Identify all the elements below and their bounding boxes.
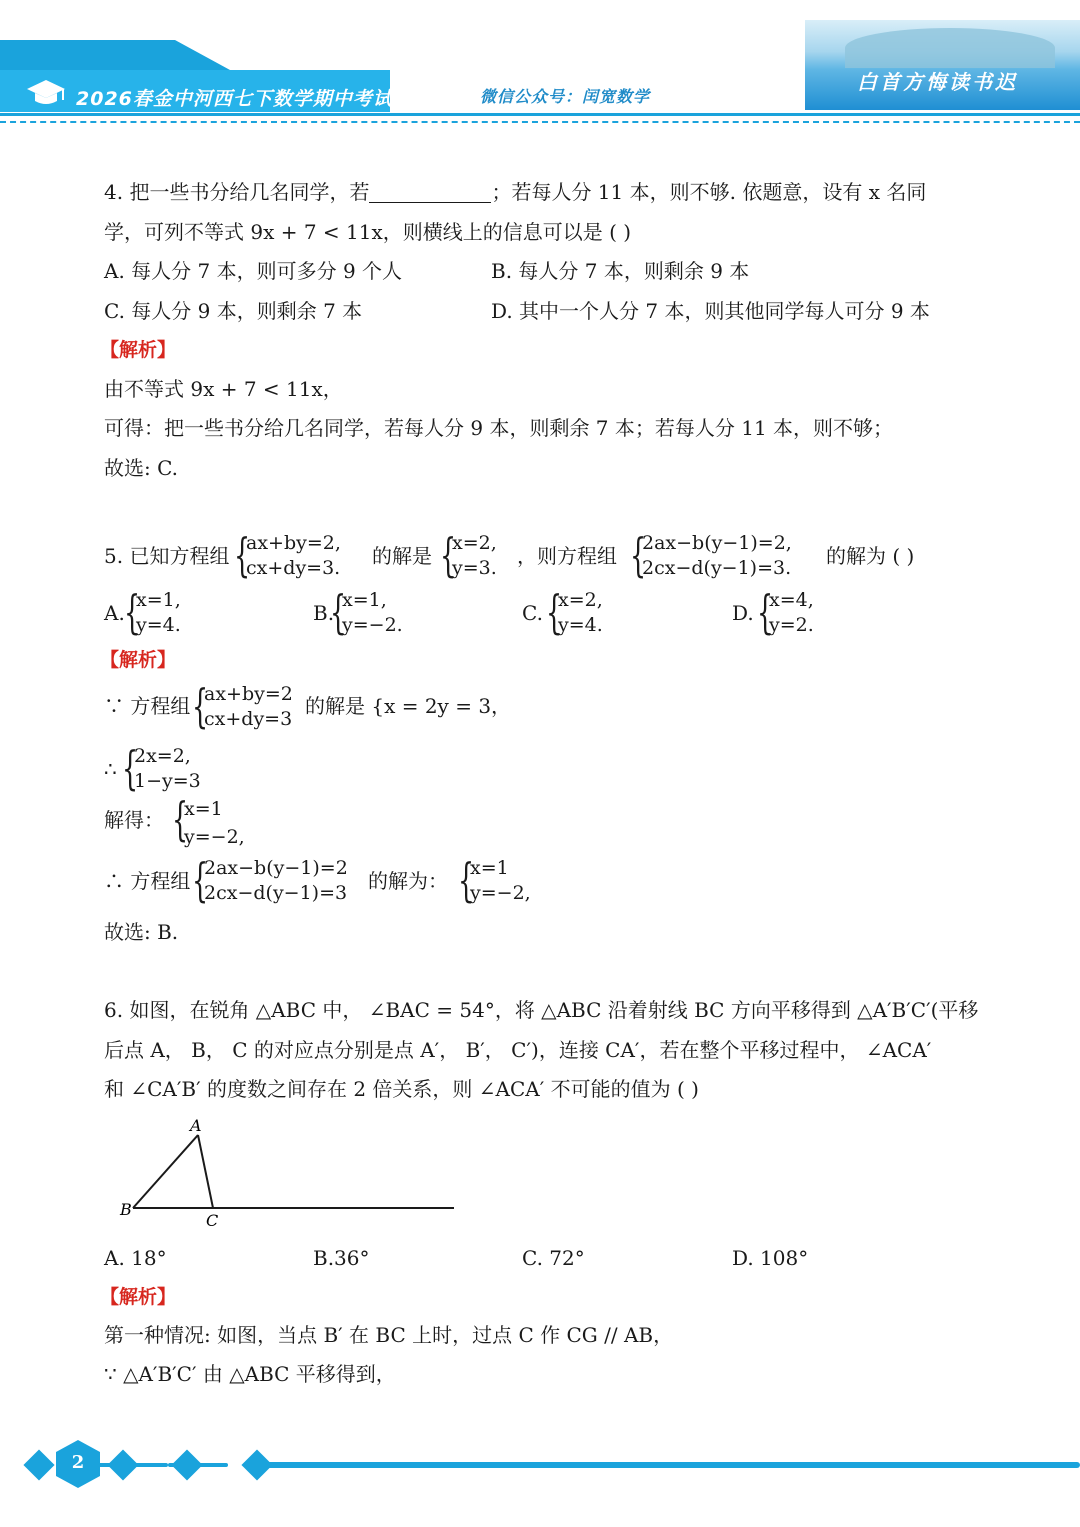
q5-s1-brace: { [192, 679, 209, 733]
q5-s4-mid: 的解为： [368, 869, 448, 893]
q5-option-b [342, 588, 403, 638]
sys-row: 2ax−b(y−1)=2, [642, 532, 792, 554]
q5-s2-system [134, 744, 201, 794]
sys-row: x=2, [558, 589, 603, 611]
q5-s2-pre: ∴ [104, 757, 117, 781]
q6-option-b: B.36° [313, 1246, 370, 1270]
q6-option-d: D. 108° [732, 1246, 809, 1270]
q6-analysis-label: 【解析】 [100, 1286, 177, 1308]
q4-blank [369, 182, 491, 203]
sys-row: x=1 [184, 798, 223, 820]
q4-option-a: A. 每人分 7 本，则可多分 9 个人 [104, 259, 403, 283]
sys-row: y=−2, [470, 882, 531, 904]
sys-row: y=−2. [342, 614, 403, 636]
sys-row: x=4, [769, 589, 814, 611]
q5-s4-brace: { [192, 853, 209, 907]
q4-option-c: C. 每人分 9 本，则剩余 7 本 [104, 299, 363, 323]
q6-stem-line2: 后点 A， B， C 的对应点分别是点 A′， B′， C′)，连接 CA′，若在整个平移过程中， ∠ACA′ [104, 1038, 932, 1062]
q5-opt-a-label: A. [104, 601, 125, 625]
label-b: B [120, 1200, 132, 1219]
q5-option-a [136, 588, 181, 638]
footer-diamond [23, 1449, 54, 1480]
q4-option-b: B. 每人分 7 本，则剩余 9 本 [491, 259, 750, 283]
q5-sys3-brace: { [630, 528, 647, 582]
sys-row: ax+by=2, [246, 532, 341, 554]
q5-opt-d-label: D. [732, 601, 754, 625]
triangle-figure [110, 1112, 470, 1234]
sys-row: y=3. [452, 557, 497, 579]
q5-stem-a: 5. 已知方程组 [104, 544, 230, 568]
q6-solution-2: ∵ △A′B′C′ 由 △ABC 平移得到， [104, 1362, 396, 1386]
q5-opt-d-brace: { [757, 585, 774, 639]
q5-s3-system [184, 795, 245, 851]
sys-row: 2ax−b(y−1)=2 [204, 857, 348, 879]
sys-row: x=2, [452, 532, 497, 554]
q6-option-c: C. 72° [522, 1246, 585, 1270]
q5-s4-pre: ∴ 方程组 [104, 869, 191, 893]
q5-system-1 [246, 531, 341, 581]
q5-opt-b-label: B. [313, 601, 335, 625]
q5-stem-c: ，则方程组 [517, 544, 617, 568]
q5-opt-a-brace: { [124, 585, 141, 639]
sys-row: 2cx−d(y−1)=3 [204, 882, 348, 904]
q5-option-c [558, 588, 603, 638]
sys-row: cx+dy=3. [246, 557, 341, 579]
q5-opt-c-brace: { [546, 585, 563, 639]
q5-s4-system [204, 856, 348, 906]
header-rule [0, 113, 1080, 116]
graduation-cap-icon [26, 78, 66, 108]
q5-sys1-brace: { [234, 528, 251, 582]
q5-opt-b-brace: { [330, 585, 347, 639]
q4-stem-part1: 4. 把一些书分给几名同学，若 [104, 180, 370, 204]
wechat-account: 微信公众号：闰宽数学 [480, 87, 651, 106]
q5-opt-c-label: C. [522, 601, 543, 625]
sys-row: y=4. [558, 614, 603, 636]
footer-rule [262, 1462, 1080, 1468]
q5-stem-d: 的解为 ( ) [826, 544, 915, 568]
sys-row: ax+by=2 [204, 683, 293, 705]
sys-row: y=4. [136, 614, 181, 636]
landscape-banner [805, 20, 1080, 110]
q5-s1-system [204, 682, 293, 732]
q4-stem-line2: 学，可列不等式 9x + 7 < 11x，则横线上的信息可以是 ( ) [104, 220, 632, 244]
slogan: 白首方悔读书迟 [857, 70, 1018, 94]
q4-solution-1: 由不等式 9x + 7 < 11x， [104, 377, 343, 401]
q5-s3-brace: { [172, 792, 189, 846]
q5-stem-b: 的解是 [372, 544, 432, 568]
side-ab [133, 1135, 198, 1208]
header-dashed-rule [0, 121, 1080, 123]
q6-stem-line1: 6. 如图，在锐角 △ABC 中， ∠BAC = 54°，将 △ABC 沿着射线 BC 方向平移得到 △A′B′C′(平移 [104, 998, 979, 1022]
sys-row: x=1, [136, 589, 181, 611]
sys-row: x=1 [470, 857, 509, 879]
sys-row: y=−2, [184, 826, 245, 848]
q5-solution-end: 故选: B. [104, 920, 179, 944]
q6-option-a: A. 18° [104, 1246, 167, 1270]
q4-stem-part2: ；若每人分 11 本，则不够. 依题意，设有 x 名同 [491, 180, 927, 204]
q6-stem-line3: 和 ∠CA′B′ 的度数之间存在 2 倍关系，则 ∠ACA′ 不可能的值为 ( ) [104, 1077, 699, 1101]
q5-analysis-label: 【解析】 [100, 649, 177, 671]
q5-option-d [769, 588, 814, 638]
q5-system-3 [642, 531, 792, 581]
sys-row: 1−y=3 [134, 770, 201, 792]
q5-s1-post: 的解是 {x = 2y = 3， [305, 694, 512, 718]
sys-row: cx+dy=3 [204, 708, 293, 730]
exam-title: 2026春金中河西七下数学期中考试 [76, 88, 393, 110]
label-a: A [190, 1116, 202, 1135]
q5-s1-pre: ∵ 方程组 [104, 694, 191, 718]
q5-s2-brace: { [122, 741, 139, 795]
q4-solution-3: 故选: C. [104, 456, 179, 480]
q4-analysis-label: 【解析】 [100, 339, 177, 361]
q4-stem-line1 [104, 180, 926, 204]
sys-row: y=2. [769, 614, 814, 636]
q4-solution-2: 可得：把一些书分给几名同学，若每人分 9 本，则剩余 7 本；若每人分 11 本，则不够； [104, 416, 894, 440]
q5-s3-pre: 解得： [104, 808, 164, 832]
page-number: 2 [71, 1452, 85, 1473]
q5-system-2 [452, 531, 497, 581]
sys-row: 2cx−d(y−1)=3. [642, 557, 792, 579]
q4-option-d: D. 其中一个人分 7 本，则其他同学每人可分 9 本 [491, 299, 930, 323]
footer-diamond [171, 1449, 202, 1480]
sys-row: x=1, [342, 589, 387, 611]
side-ac [198, 1135, 213, 1208]
footer-diamond [107, 1449, 138, 1480]
label-c: C [206, 1211, 219, 1230]
q6-solution-1: 第一种情况: 如图，当点 B′ 在 BC 上时，过点 C 作 CG // AB， [104, 1323, 674, 1347]
q5-sys2-brace: { [440, 528, 457, 582]
sys-row: 2x=2, [134, 745, 191, 767]
q5-s4-brace2: { [458, 853, 475, 907]
q5-s4-system-2 [470, 856, 531, 906]
